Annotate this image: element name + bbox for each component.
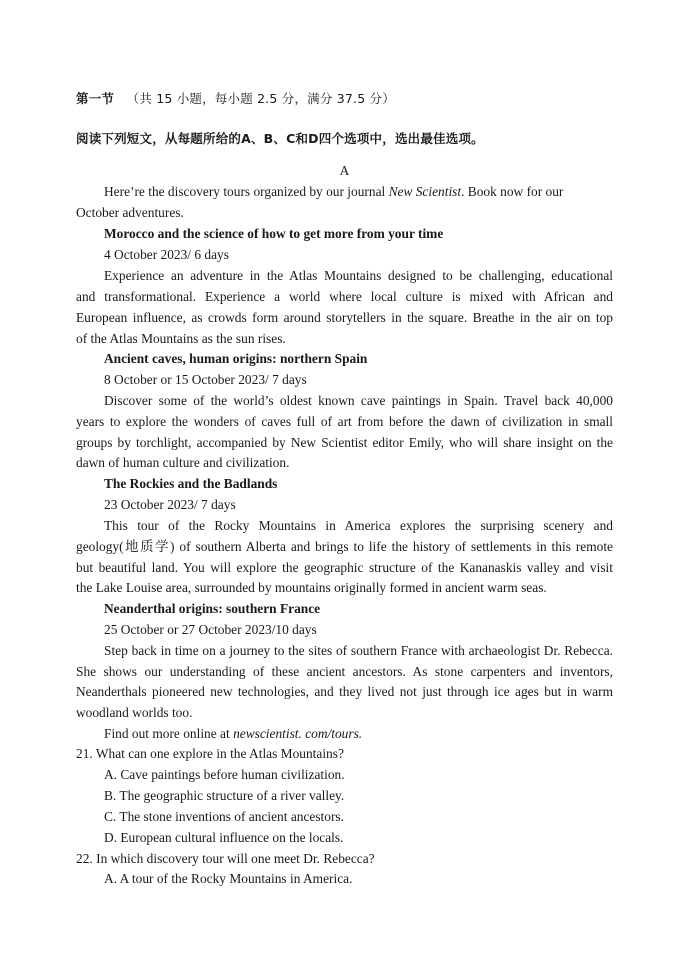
tour-date: 25 October or 27 October 2023/10 days <box>104 622 317 637</box>
journal-name: New Scientist <box>388 184 462 199</box>
question-number: 21. <box>76 746 93 761</box>
tour-text-line: Experience an adventure in the Atlas Mountains designed to be challenging, educational <box>104 268 613 283</box>
passage-intro-line1: Here’re the discovery tours organized by our journal New Scientist. Book now for our <box>104 184 564 199</box>
tour-title: The Rockies and the Badlands <box>104 476 278 491</box>
tour-text-line: geology(地质学) of southern Alberta and brings to life the history of settlements in this remote <box>76 539 613 554</box>
question-21 <box>76 743 344 764</box>
passage-footer: Find out more online at newscientist. com/tours. <box>104 726 363 741</box>
tour-date: 8 October or 15 October 2023/ 7 days <box>104 372 307 387</box>
tour-text-line: of the Atlas Mountains as the sun rises. <box>76 331 286 346</box>
option-c: C. The stone inventions of ancient ancestors. <box>104 809 344 824</box>
passage-label: A <box>339 163 350 178</box>
section-title: 第一节 <box>76 91 115 106</box>
tours-link: newscientist. com/tours. <box>233 726 363 741</box>
tour-text-line: the Lake Louise area, surrounded by mountains originally formed in ancient warm seas. <box>76 580 547 595</box>
tour-text-line: Step back in time on a journey to the sites of southern France with archaeologist Dr. Rebecca. <box>104 643 613 658</box>
option-a: A. A tour of the Rocky Mountains in America. <box>104 871 353 886</box>
tour-title: Ancient caves, human origins: northern Spain <box>104 351 368 366</box>
section-header <box>76 88 395 109</box>
tour-title: Neanderthal origins: southern France <box>104 601 321 616</box>
tour-title: Morocco and the science of how to get more from your time <box>104 226 444 241</box>
tour-text-line: European influence, as crowds form around storytellers in the square. Breathe in the air on top <box>76 310 613 325</box>
tour-text-line: and transformational. Experience a world where local culture is mixed with African and <box>76 289 613 304</box>
tour-text-line: This tour of the Rocky Mountains in America explores the surprising scenery and <box>104 518 613 533</box>
tour-text-line: years to explore the wonders of caves full of art from before the dawn of civilization in small <box>76 414 613 429</box>
tour-text-line: groups by torchlight, accompanied by New Scientist editor Emily, who will share insight on the <box>76 435 613 450</box>
tour-date: 23 October 2023/ 7 days <box>104 497 236 512</box>
passage-intro-line2: October adventures. <box>76 205 184 220</box>
question-text: What can one explore in the Atlas Mountains? <box>95 746 344 761</box>
tour-text-line: Discover some of the world’s oldest known cave paintings in Spain. Travel back 40,000 <box>104 393 613 408</box>
section-info: （共 15 小题，每小题 2.5 分，满分 37.5 分） <box>126 91 395 106</box>
option-d: D. European cultural influence on the locals. <box>104 830 344 845</box>
tour-text-line: Neanderthals pioneered new technologies, and they lived not just through ice ages but in warm <box>76 684 613 699</box>
tour-text-line: woodland worlds too. <box>76 705 193 720</box>
option-b: B. The geographic structure of a river valley. <box>104 788 345 803</box>
question-number: 22. <box>76 851 93 866</box>
tour-text-line: but beautiful land. You will explore the geographic structure of the Kananaskis valley and visit <box>76 560 613 575</box>
tour-date: 4 October 2023/ 6 days <box>104 247 229 262</box>
option-a: A. Cave paintings before human civilization. <box>104 767 345 782</box>
question-22 <box>76 848 375 869</box>
tour-text-line: dawn of human culture and civilization. <box>76 455 290 470</box>
tour-text-line: She shows our understanding of these ancient ancestors. As stone carpenters and inventors, <box>76 664 613 679</box>
section-instruction: 阅读下列短文，从每题所给的A、B、C和D四个选项中，选出最佳选项。 <box>76 131 484 146</box>
question-text: In which discovery tour will one meet Dr. Rebecca? <box>96 851 375 866</box>
